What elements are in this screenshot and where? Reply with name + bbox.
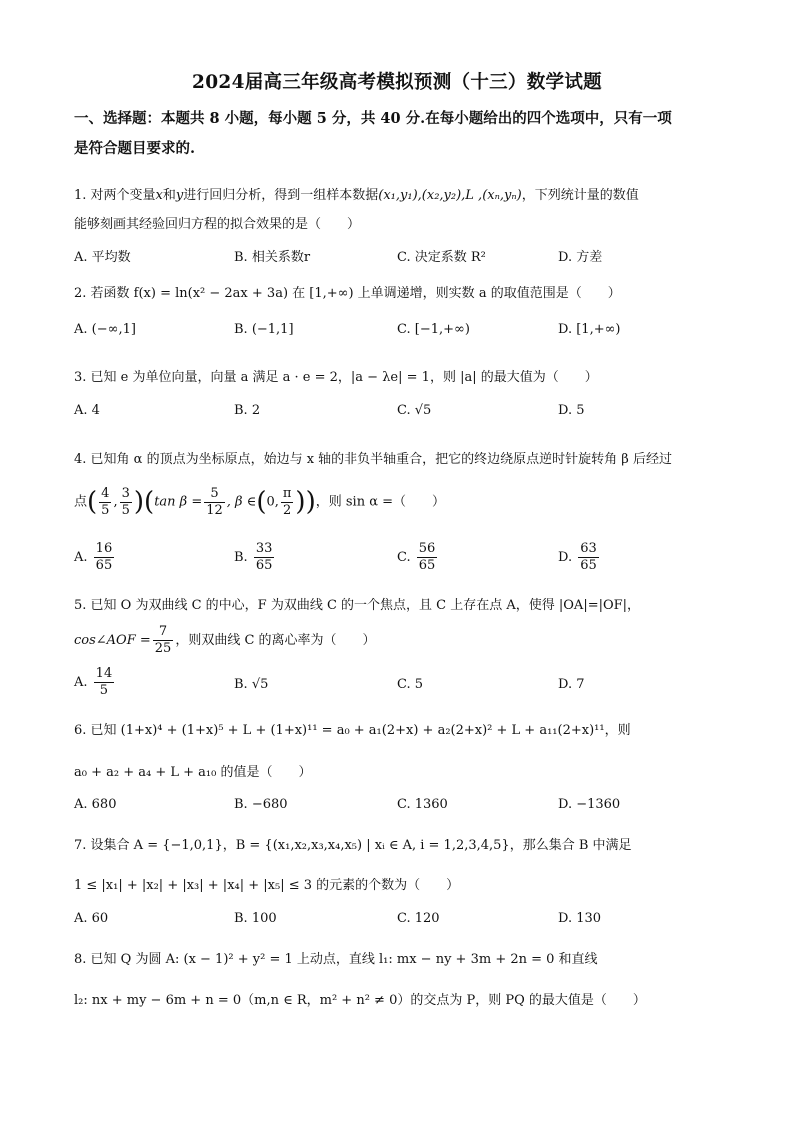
q4-point-x-num: 4 xyxy=(101,485,110,501)
q2-option-b[interactable]: B. (−1,1] xyxy=(234,322,294,337)
q4-option-c-num: 56 xyxy=(418,541,436,556)
q7-option-b[interactable]: B. 100 xyxy=(234,911,277,926)
q4-option-b-label: B. xyxy=(234,550,248,565)
q4-option-d-den: 65 xyxy=(580,558,597,573)
q4-option-a[interactable] xyxy=(74,541,116,574)
q5-cos-prefix: cos∠AOF = xyxy=(74,633,151,648)
q1-stem-line1 xyxy=(74,184,734,203)
q1-stem-a: 1. 对两个变量 xyxy=(74,188,156,203)
q5-stem-line1: 5. 已知 O 为双曲线 C 的中心，F 为双曲线 C 的一个焦点，且 C 上存在点 A，使得 |OA|=|OF|， xyxy=(74,598,641,613)
q4-stem-line2: 点( $\frac{4}{5}$ , $\frac{3}{5}$ )(tan β = $\frac{5}{12}$ , β ∈(0, $\frac{\pi}{2}$ ))，则 sin α =（ ） xyxy=(74,485,446,518)
q6-stem-line1: 6. 已知 (1+x)⁴ + (1+x)⁵ + L + (1+x)¹¹ = a₀ + a₁(2+x) + a₂(2+x)² + L + a₁₁(2+x)¹¹，则 xyxy=(74,723,631,738)
q3-option-d[interactable]: D. 5 xyxy=(558,403,585,418)
q4-option-c-label: C. xyxy=(397,550,411,565)
q6-option-d[interactable]: D. −1360 xyxy=(558,797,621,812)
q4-option-a-num: 16 xyxy=(95,541,113,556)
q7-option-d[interactable]: D. 130 xyxy=(558,911,602,926)
q6-option-b[interactable]: B. −680 xyxy=(234,797,288,812)
q5-option-a[interactable] xyxy=(74,666,116,699)
q4-tan-prefix: tan β = xyxy=(154,494,203,510)
q1-var-y: y xyxy=(175,188,184,203)
q4-pi-den: 2 xyxy=(283,502,292,518)
q7-option-c[interactable]: C. 120 xyxy=(397,911,440,926)
q6-option-c[interactable]: C. 1360 xyxy=(397,797,448,812)
q4-option-b-num: 33 xyxy=(255,541,273,556)
q4-pi-num: π xyxy=(282,485,292,501)
q1-sample-data: (x₁,y₁),(x₂,y₂),L ,(xₙ,yₙ) xyxy=(378,188,522,203)
q7-stem-line1: 7. 设集合 A = {−1,0,1}，B = {(x₁,x₂,x₃,x₄,x₅) | xᵢ ∈ A, i = 1,2,3,4,5}，那么集合 B 中满足 xyxy=(74,838,632,853)
q4-option-c[interactable] xyxy=(397,541,439,574)
q7-stem-line2: 1 ≤ |x₁| + |x₂| + |x₃| + |x₄| + |x₅| ≤ 3 的元素的个数为（ ） xyxy=(74,878,460,893)
q3-stem: 3. 已知 e 为单位向量，向量 a 满足 a · e = 2，|a − λe| = 1，则 |a| 的最大值为（ ） xyxy=(74,370,598,385)
q1-and: 和 xyxy=(162,188,176,203)
q4-option-a-den: 65 xyxy=(95,558,113,573)
q5-cos-num: 7 xyxy=(153,624,174,641)
q5-option-d[interactable]: D. 7 xyxy=(558,677,585,692)
q2-option-c[interactable]: C. [−1,+∞) xyxy=(397,322,470,337)
q4-option-d-label: D. xyxy=(558,550,573,565)
q2-option-a[interactable]: A. (−∞,1] xyxy=(74,322,136,337)
q5-cos-den: 25 xyxy=(154,641,172,656)
q8-stem-line1: 8. 已知 Q 为圆 A: (x − 1)² + y² = 1 上动点，直线 l₁: mx − ny + 3m + 2n = 0 和直线 xyxy=(74,952,598,967)
q5-stem-line2 xyxy=(74,623,734,659)
q4-point-x-den: 5 xyxy=(101,502,110,518)
q4-option-d[interactable] xyxy=(558,541,601,574)
q4-point-y-num: 3 xyxy=(121,485,130,501)
section-heading-line2: 是符合题目要求的. xyxy=(74,140,196,157)
q4-stem-line1: 4. 已知角 α 的顶点为坐标原点，始边与 x 轴的非负半轴重合，把它的终边绕原点逆时针旋转角 β 后经过 xyxy=(74,452,672,467)
q1-stem-b: 进行回归分析，得到一组样本数据 xyxy=(183,188,379,203)
q1-option-a[interactable]: A. 平均数 xyxy=(74,250,131,265)
q5-option-a-den: 5 xyxy=(99,683,109,698)
q1-stem-line2: 能够刻画其经验回归方程的拟合效果的是（ ） xyxy=(74,217,361,232)
section-heading xyxy=(74,104,734,164)
q1-var-x: x xyxy=(155,188,163,203)
q4-option-d-num: 63 xyxy=(580,541,597,556)
q5-option-a-num: 14 xyxy=(95,666,113,681)
exam-title: 2024届高三年级高考模拟预测（十三）数学试题 xyxy=(192,72,602,93)
q4-stem-post: ，则 sin α =（ ） xyxy=(315,494,446,510)
q1-stem-c: ，下列统计量的数值 xyxy=(521,188,639,203)
q4-tan-den: 12 xyxy=(206,502,223,518)
section-heading-line1: 一、选择题：本题共 8 小题，每小题 5 分，共 40 分.在每小题给出的四个选项中，只有一项 xyxy=(74,110,672,127)
q4-option-c-den: 65 xyxy=(418,558,436,573)
q1-option-b[interactable]: B. 相关系数r xyxy=(234,250,311,265)
q4-beta-in: , β ∈ xyxy=(226,494,257,510)
q1-option-c[interactable]: C. 决定系数 R² xyxy=(397,250,486,265)
q5-option-a-label: A. xyxy=(74,675,88,690)
q5-option-c[interactable]: C. 5 xyxy=(397,677,424,692)
q4-option-b-den: 65 xyxy=(255,558,273,573)
q4-tan-num: 5 xyxy=(204,486,225,503)
q2-option-d[interactable]: D. [1,+∞) xyxy=(558,322,621,337)
q8-stem-line2: l₂: nx + my − 6m + n = 0（m,n ∈ R，m² + n² ≠ 0）的交点为 P，则 PQ 的最大值是（ ） xyxy=(74,993,646,1008)
q6-option-a[interactable]: A. 680 xyxy=(74,797,117,812)
q4-point-label: 点 xyxy=(74,494,88,510)
q4-point-y-den: 5 xyxy=(121,502,130,518)
q4-option-a-label: A. xyxy=(74,550,88,565)
q2-stem: 2. 若函数 f(x) = ln(x² − 2ax + 3a) 在 [1,+∞) 上单调递增，则实数 a 的取值范围是（ ） xyxy=(74,286,621,301)
q3-option-a[interactable]: A. 4 xyxy=(74,403,100,418)
q4-option-b[interactable] xyxy=(234,541,276,574)
q5-option-b[interactable]: B. √5 xyxy=(234,677,269,692)
q5-stem-post: ，则双曲线 C 的离心率为（ ） xyxy=(175,633,376,648)
q7-option-a[interactable]: A. 60 xyxy=(74,911,109,926)
q1-option-d[interactable]: D. 方差 xyxy=(558,250,603,265)
q3-option-b[interactable]: B. 2 xyxy=(234,403,261,418)
q3-option-c[interactable]: C. √5 xyxy=(397,403,432,418)
q6-stem-line2: a₀ + a₂ + a₄ + L + a₁₀ 的值是（ ） xyxy=(74,765,312,780)
